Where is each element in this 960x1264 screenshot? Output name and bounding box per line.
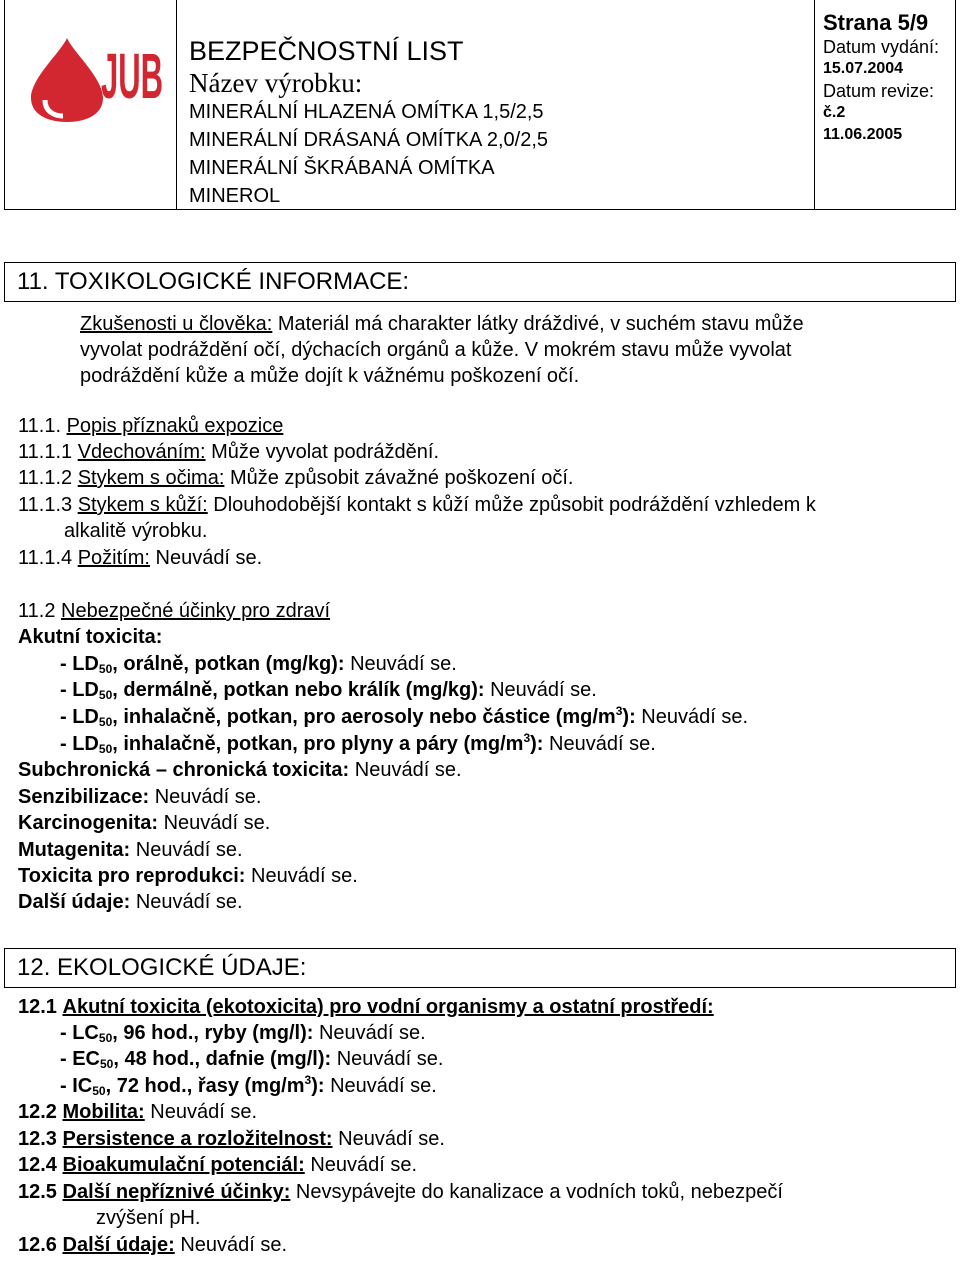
s122-line — [18, 1099, 257, 1125]
revision-date: 11.06.2005 — [823, 126, 903, 143]
product-name-3: MINERÁLNÍ ŠKRÁBANÁ OMÍTKA — [189, 157, 495, 179]
lc-value: Neuvádí se. — [318, 1022, 426, 1044]
ld-oral-line — [60, 651, 457, 677]
s123-line — [18, 1126, 445, 1152]
experience-text-1: Materiál má charakter látky dráždivé, v suchém stavu může — [277, 313, 804, 335]
s123-label: Persistence a rozložitelnost: — [62, 1128, 333, 1150]
reproduction-label: Toxicita pro reprodukci: — [18, 865, 246, 887]
experience-label: Zkušenosti u člověka: — [80, 313, 273, 335]
s1114-label: Požitím: — [77, 547, 150, 569]
ld-gas-sub: 50 — [98, 742, 113, 756]
s111-number: 11.1. — [18, 415, 61, 437]
s125-text: Nevsypávejte do kanalizace a vodních toků, nebezpečí — [295, 1181, 783, 1203]
mutagenicity-value: Neuvádí se. — [135, 839, 243, 861]
carcinogenicity-value: Neuvádí se. — [163, 812, 271, 834]
ec-line — [60, 1046, 443, 1072]
ld-dermal-line — [60, 677, 597, 703]
experience-line-2: vyvolat podráždění očí, dýchacích orgánů a kůže. V mokrém stavu může vyvolat — [80, 339, 792, 361]
issue-date-label: Datum vydání: — [823, 37, 940, 57]
s123-value: Neuvádí se. — [338, 1128, 445, 1150]
experience-line-1 — [80, 311, 804, 337]
section-12-heading: 12. EKOLOGICKÉ ÚDAJE: — [4, 948, 956, 988]
lc-prefix: - LC — [60, 1022, 99, 1044]
acute-toxicity-label: Akutní toxicita: — [18, 626, 163, 648]
ld-gas-label: , inhalačně, potkan, pro plyny a páry (mg/m — [112, 733, 524, 755]
s124-line — [18, 1152, 417, 1178]
mutagenicity-line — [18, 837, 243, 863]
reproduction-value: Neuvádí se. — [251, 865, 358, 887]
ld-aerosol-line — [60, 704, 748, 730]
ld-dermal-value: Neuvádí se. — [490, 679, 597, 701]
s125-line — [18, 1179, 783, 1205]
s1111-number: 11.1.1 — [18, 441, 73, 463]
s124-number: 12.4 — [18, 1154, 57, 1176]
ld-aerosol-close: ): — [622, 706, 636, 728]
lc-sub: 50 — [98, 1031, 113, 1045]
s125-line-2: zvýšení pH. — [96, 1207, 201, 1229]
s1112-line — [18, 465, 573, 491]
ld-oral-label: , orálně, potkan (mg/kg): — [112, 653, 345, 675]
ec-prefix: - EC — [60, 1048, 100, 1070]
s1114-line — [18, 545, 262, 571]
subchronic-value: Neuvádí se. — [354, 759, 462, 781]
carcinogenicity-line — [18, 810, 270, 836]
lc-label: , 96 hod., ryby (mg/l): — [112, 1022, 314, 1044]
s122-value: Neuvádí se. — [150, 1101, 258, 1123]
other-data-line — [18, 889, 243, 915]
mutagenicity-label: Mutagenita: — [18, 839, 131, 861]
ic-prefix: - IC — [60, 1075, 93, 1097]
product-label: Název výrobku: — [189, 68, 363, 98]
subchronic-line — [18, 757, 462, 783]
s1111-line — [18, 439, 439, 465]
s1113-label: Stykem s kůží: — [77, 494, 208, 516]
ic-sub: 50 — [92, 1084, 106, 1098]
s1112-label: Stykem s očima: — [77, 467, 225, 489]
s1111-text: Může vyvolat podráždění. — [211, 441, 440, 463]
s124-value: Neuvádí se. — [310, 1154, 418, 1176]
experience-line-3: podráždění kůže a může dojít k vážnému poškození očí. — [80, 365, 580, 387]
s125-number: 12.5 — [18, 1181, 57, 1203]
meta-cell — [815, 0, 955, 209]
s123-number: 12.3 — [18, 1128, 57, 1150]
other-data-value: Neuvádí se. — [135, 891, 243, 913]
ld-gas-value: Neuvádí se. — [549, 733, 656, 755]
document-header — [4, 0, 956, 210]
ld-aerosol-prefix: - LD — [60, 706, 99, 728]
logo-cell — [5, 0, 177, 209]
s121-title: Akutní toxicita (ekotoxicita) pro vodní organismy a ostatní prostředí: — [62, 996, 714, 1018]
s1112-number: 11.1.2 — [18, 467, 73, 489]
s126-value: Neuvádí se. — [180, 1234, 288, 1256]
s1114-text: Neuvádí se. — [155, 547, 263, 569]
s1113-text: Dlouhodobější kontakt s kůží může způsobit podráždění vzhledem k — [213, 494, 816, 516]
revision-date-label: Datum revize: — [823, 81, 935, 101]
s126-label: Další údaje: — [62, 1234, 175, 1256]
s1111-label: Vdechováním: — [77, 441, 206, 463]
ic-value: Neuvádí se. — [330, 1075, 437, 1097]
ec-value: Neuvádí se. — [336, 1048, 444, 1070]
sensitization-line — [18, 784, 261, 810]
s1112-text: Může způsobit závažné poškození očí. — [229, 467, 574, 489]
ld-oral-sub: 50 — [98, 662, 113, 676]
ic-close: ): — [311, 1075, 325, 1097]
ld-aerosol-sup: 3 — [615, 704, 623, 718]
ld-gas-close: ): — [530, 733, 544, 755]
ld-aerosol-value: Neuvádí se. — [641, 706, 749, 728]
s111-line — [18, 413, 283, 439]
ld-dermal-sub: 50 — [98, 688, 113, 702]
s1114-number: 11.1.4 — [18, 547, 73, 569]
ec-label: , 48 hod., dafnie (mg/l): — [113, 1048, 332, 1070]
ec-sub: 50 — [100, 1057, 114, 1071]
ld-gas-sup: 3 — [523, 731, 531, 745]
logo-wordmark: JUB — [101, 40, 163, 112]
s125-label: Další nepříznivé účinky: — [62, 1181, 291, 1203]
ld-oral-value: Neuvádí se. — [350, 653, 457, 675]
lc-line — [60, 1020, 426, 1046]
s122-number: 12.2 — [18, 1101, 57, 1123]
ld-oral-prefix: - LD — [60, 653, 99, 675]
jub-logo — [5, 0, 177, 210]
title-cell — [177, 0, 815, 209]
s112-title: Nebezpečné účinky pro zdraví — [61, 600, 331, 622]
ld-aerosol-label: , inhalačně, potkan, pro aerosoly nebo částice (mg/m — [112, 706, 616, 728]
revision-number: č.2 — [823, 104, 846, 121]
ic-label: , 72 hod., řasy (mg/m — [105, 1075, 305, 1097]
page-number: Strana 5/9 — [823, 10, 929, 35]
product-name-4: MINEROL — [189, 185, 281, 207]
carcinogenicity-label: Karcinogenita: — [18, 812, 159, 834]
s121-line — [18, 994, 714, 1020]
ld-gas-line — [60, 731, 656, 757]
s121-number: 12.1 — [18, 996, 57, 1018]
ic-line — [60, 1073, 437, 1099]
s112-line — [18, 598, 330, 624]
s124-label: Bioakumulační potenciál: — [62, 1154, 305, 1176]
s1113-line-2: alkalitě výrobku. — [64, 520, 208, 542]
other-data-label: Další údaje: — [18, 891, 131, 913]
reproduction-line — [18, 863, 358, 889]
product-name-2: MINERÁLNÍ DRÁSANÁ OMÍTKA 2,0/2,5 — [189, 129, 548, 151]
ld-dermal-prefix: - LD — [60, 679, 99, 701]
s126-line — [18, 1232, 287, 1258]
section-11-heading: 11. TOXIKOLOGICKÉ INFORMACE: — [4, 262, 956, 302]
issue-date: 15.07.2004 — [823, 60, 904, 77]
s126-number: 12.6 — [18, 1234, 57, 1256]
product-name-1: MINERÁLNÍ HLAZENÁ OMÍTKA 1,5/2,5 — [189, 101, 544, 123]
s1113-number: 11.1.3 — [18, 494, 73, 516]
s122-label: Mobilita: — [62, 1101, 145, 1123]
ld-gas-prefix: - LD — [60, 733, 99, 755]
sensitization-label: Senzibilizace: — [18, 786, 150, 808]
ic-sup: 3 — [304, 1073, 312, 1087]
s1113-line — [18, 492, 816, 518]
doc-title: BEZPEČNOSTNÍ LIST — [189, 36, 464, 66]
ld-dermal-label: , dermálně, potkan nebo králík (mg/kg): — [112, 679, 485, 701]
s111-title: Popis příznaků expozice — [66, 415, 284, 437]
ld-aerosol-sub: 50 — [98, 715, 113, 729]
sensitization-value: Neuvádí se. — [154, 786, 262, 808]
s112-number: 11.2 — [18, 600, 56, 622]
subchronic-label: Subchronická – chronická toxicita: — [18, 759, 350, 781]
